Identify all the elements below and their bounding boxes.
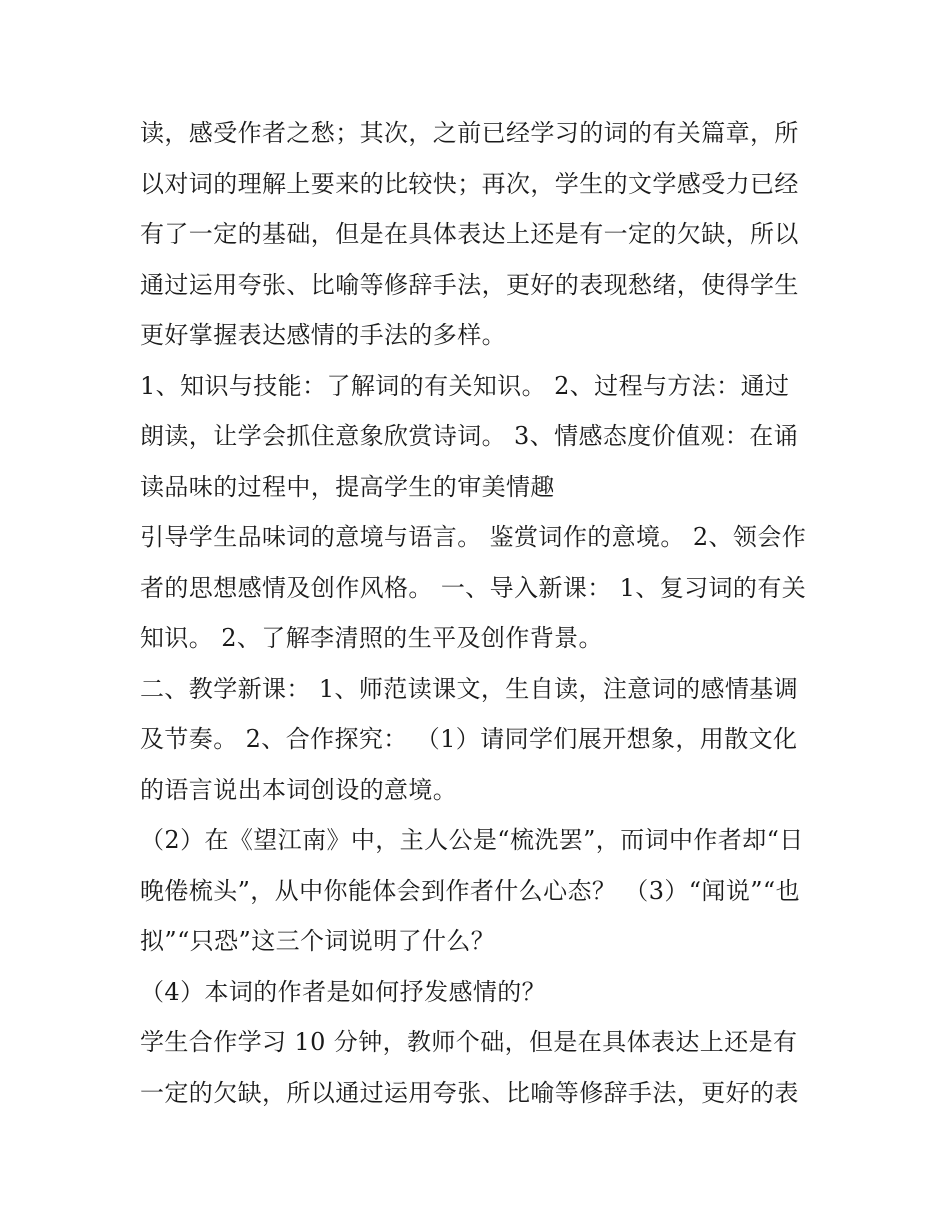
text-line-16: 晚倦梳头”，从中你能体会到作者什么心态？ （3）“闻说”“也 bbox=[140, 876, 800, 905]
text-line-10: 者的思想感情及创作风格。 一、导入新课： 1、复习词的有关 bbox=[140, 573, 807, 602]
text-line-13: 及节奏。 2、合作探究： （1）请同学们展开想象，用散文化 bbox=[140, 725, 798, 753]
text-line-5: 更好掌握表达感情的手法的多样。 bbox=[140, 321, 506, 349]
text-line-3: 有了一定的基础，但是在具体表达上还是有一定的欠缺，所以 bbox=[140, 220, 799, 248]
text-line-15: （2）在《望江南》中，主人公是“梳洗罢”，而词中作者却“日 bbox=[140, 826, 804, 854]
text-line-1: 读，感受作者之愁；其次，之前已经学习的词的有关篇章，所 bbox=[140, 119, 799, 147]
text-line-11: 知识。 2、了解李清照的生平及创作背景。 bbox=[140, 624, 603, 652]
document-body bbox=[140, 108, 820, 1118]
text-line-8: 读品味的过程中，提高学生的审美情趣 bbox=[140, 472, 555, 501]
text-line-6: 1、知识与技能：了解词的有关知识。 2、过程与方法：通过 bbox=[140, 371, 790, 400]
text-line-2: 以对词的理解上要来的比较快；再次，学生的文学感受力已经 bbox=[140, 169, 799, 198]
text-line-19: 学生合作学习 10 分钟，教师个础，但是在具体表达上还是有 bbox=[140, 1028, 798, 1056]
text-line-14: 的语言说出本词创设的意境。 bbox=[140, 775, 458, 804]
text-line-9: 引导学生品味词的意境与语言。 鉴赏词作的意境。 2、领会作 bbox=[140, 523, 807, 551]
text-line-17: 拟”“只恐”这三个词说明了什么？ bbox=[140, 927, 496, 955]
text-line-18: （4）本词的作者是如何抒发感情的？ bbox=[140, 977, 547, 1006]
text-line-4: 通过运用夸张、比喻等修辞手法，更好的表现愁绪，使得学生 bbox=[140, 270, 799, 299]
text-line-7: 朗读，让学会抓住意象欣赏诗词。 3、情感态度价值观：在诵 bbox=[140, 422, 799, 450]
text-line-20: 一定的欠缺，所以通过运用夸张、比喻等修辞手法，更好的表 bbox=[140, 1078, 799, 1107]
text-line-12: 二、教学新课： 1、师范读课文，生自读，注意词的感情基调 bbox=[140, 674, 799, 703]
